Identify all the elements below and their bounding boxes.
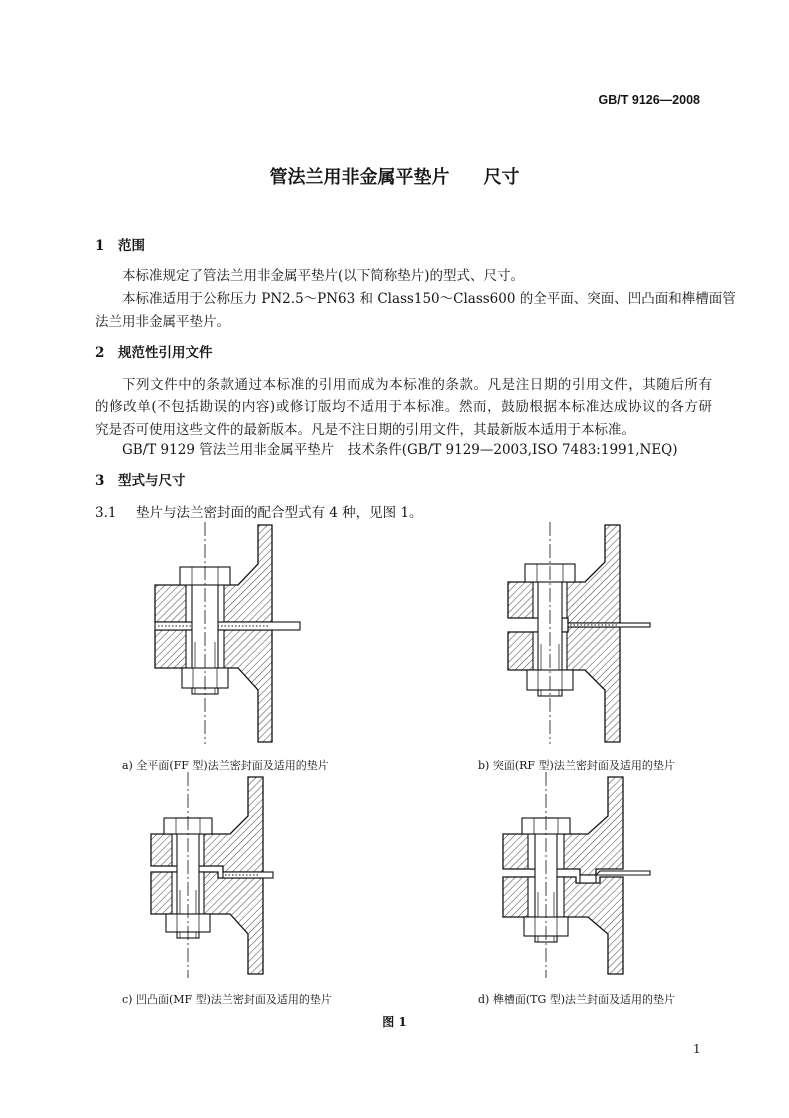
standard-code: GB/T 9126—2008 xyxy=(598,93,700,107)
figure-d-caption: d) 榫槽面(TG 型)法兰封面及适用的垫片 xyxy=(478,993,676,1006)
clause-3-1-number: 3.1 xyxy=(95,505,117,521)
clause-3-1-text: 垫片与法兰密封面的配合型式有 4 种，见图 1。 xyxy=(136,505,423,521)
section-2-heading: 规范性引用文件 xyxy=(118,345,213,361)
title-sub: 尺寸 xyxy=(483,167,520,188)
section-1-line: 法兰用非金属平垫片。 xyxy=(95,314,230,330)
title-main: 管法兰用非金属平垫片 xyxy=(269,167,450,188)
page-title xyxy=(0,167,789,189)
gasket xyxy=(596,871,650,875)
section-1-line: 本标准适用于公称压力 PN2.5～PN63 和 Class150～Class600 的全平面、突面、凹凸面和榫槽面管 xyxy=(122,291,736,307)
page-number: 1 xyxy=(693,1042,701,1056)
figure-b-caption: b) 突面(RF 型)法兰密封面及适用的垫片 xyxy=(478,759,675,772)
figure-c-drawing xyxy=(148,772,278,982)
section-3-number: 3 xyxy=(95,473,105,489)
section-1-heading: 范围 xyxy=(118,238,145,254)
normative-reference: GB/T 9129 管法兰用非金属平垫片 技术条件(GB/T 9129—2003,ISO 7483:1991,NEQ) xyxy=(122,442,678,458)
gasket-in-groove xyxy=(580,875,596,883)
section-1-line: 本标准规定了管法兰用非金属平垫片(以下简称垫片)的型式、尺寸。 xyxy=(122,268,525,284)
figure-a-drawing xyxy=(150,522,315,747)
figure-a-caption: a) 全平面(FF 型)法兰密封面及适用的垫片 xyxy=(122,759,329,772)
figure-c-caption: c) 凹凸面(MF 型)法兰密封面及适用的垫片 xyxy=(122,993,332,1006)
figure-label: 图 1 xyxy=(382,1015,407,1029)
figure-d-drawing xyxy=(500,772,655,982)
section-3-heading: 型式与尺寸 xyxy=(118,473,186,489)
section-2-number: 2 xyxy=(95,345,105,361)
section-2-line: 究是否可使用这些文件的最新版本。凡是不注日期的引用文件，其最新版本适用于本标准。 xyxy=(95,422,635,438)
section-2-line: 下列文件中的条款通过本标准的引用而成为本标准的条款。凡是注日期的引用文件，其随后所有 xyxy=(122,377,712,393)
section-2-line: 的修改单(不包括勘误的内容)或修订版均不适用于本标准。然而，鼓励根据本标准达成协议的各方研 xyxy=(95,399,712,415)
gasket xyxy=(223,872,273,878)
section-1-number: 1 xyxy=(95,238,105,254)
figure-b-drawing xyxy=(500,522,660,747)
